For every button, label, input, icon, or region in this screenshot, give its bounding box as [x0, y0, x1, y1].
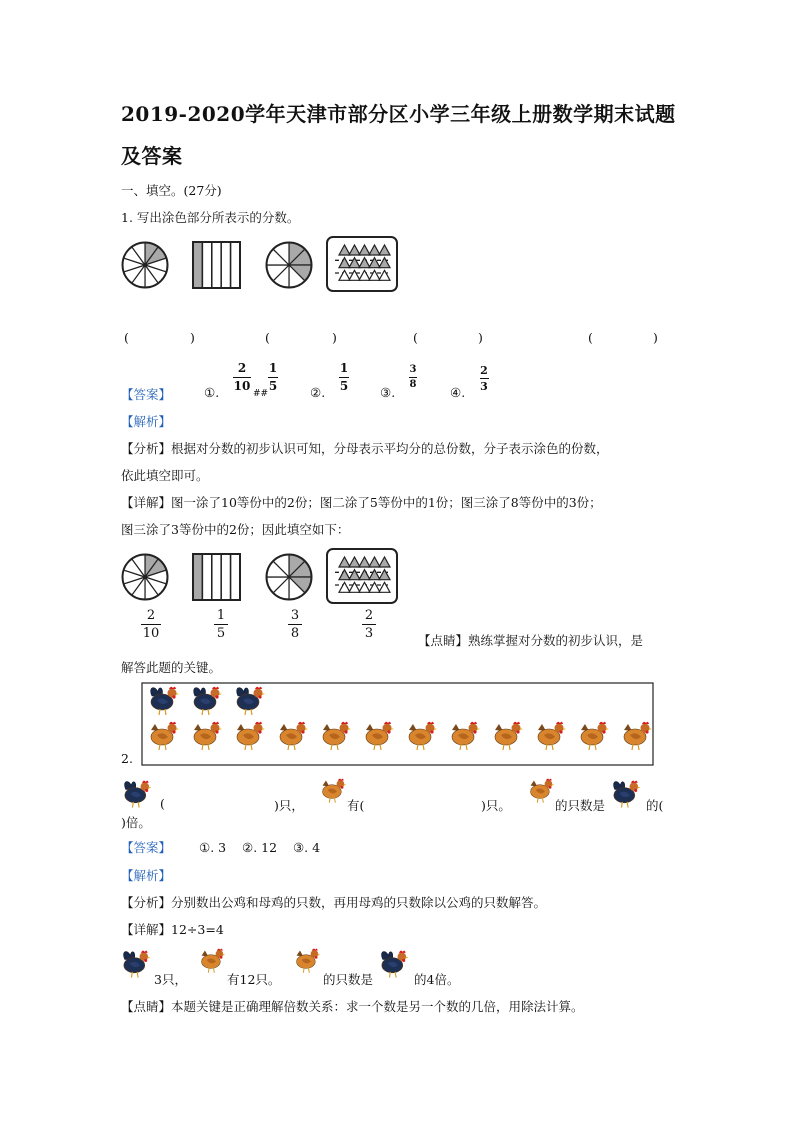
- q2-dianjing: [121, 997, 584, 1015]
- chicken-wattle: [634, 789, 637, 792]
- chicken-wattle: [258, 695, 261, 698]
- q1-xiangjie-cont: 图三涂了3等份中的2份；因此填空如下：: [121, 522, 350, 537]
- chicken-beak: [149, 787, 152, 789]
- chicken-wattle: [172, 695, 175, 698]
- q2-xiangjie-text: 12÷3=4: [171, 922, 224, 937]
- chicken-beak: [552, 784, 555, 786]
- chicken-beak: [638, 787, 641, 789]
- chicken-wattle: [516, 730, 519, 733]
- blank-close-1: ): [190, 330, 195, 345]
- q2-analysis-label: 【解析】: [121, 868, 172, 883]
- xiangjie-label: 【详解】: [121, 495, 172, 510]
- hen-icon: [297, 949, 321, 973]
- chicken-beak: [406, 957, 409, 959]
- hen-icon: [323, 779, 347, 803]
- chicken-wattle: [172, 730, 175, 733]
- chicken-comb: [312, 949, 318, 951]
- chicken-leg: [138, 802, 139, 808]
- fraction-1: 2 10: [142, 608, 160, 641]
- q2-result-1: 3只，: [154, 972, 187, 987]
- rooster-icon: [382, 951, 409, 978]
- fraction-2: 1 5: [207, 607, 235, 642]
- fraction-4: 2 3: [355, 607, 383, 642]
- q2-number: 2.: [121, 751, 133, 766]
- q2-dianjing-label: 【点睛】: [121, 999, 172, 1014]
- q2-text-2: 有(: [347, 798, 365, 813]
- q2-xiangjie: [121, 920, 224, 938]
- q2-fenxi-label: 【分析】: [121, 895, 172, 910]
- section-heading: 一、填空。(27分): [121, 183, 222, 198]
- rooster-icon: [614, 781, 641, 808]
- page-title: 2019-2020学年天津市部分区小学三年级上册数学期末试题: [121, 102, 676, 126]
- chicken-leg: [213, 968, 214, 973]
- chicken-comb: [546, 779, 552, 781]
- q1-fenxi-cont: 依此填空即可。: [121, 468, 209, 483]
- chicken-wattle: [301, 730, 304, 733]
- q2-text-4: 的只数是: [555, 798, 606, 813]
- q1-answer-frac-1b: 1 5: [268, 361, 278, 393]
- page-title-cont: 及答案: [121, 144, 183, 168]
- q2-fenxi-text: 分别数出公鸡和母鸡的只数，再用母鸡的只数除以公鸡的只数解答。: [171, 895, 547, 910]
- xiangjie-text: 图一涂了10等份中的2份；图二涂了5等份中的1份；图三涂了8等份中的3份；: [171, 495, 602, 510]
- fenxi-label: 【分析】: [121, 441, 172, 456]
- q2-answer-row: [121, 838, 320, 856]
- chicken-leg: [308, 968, 309, 973]
- chicken-wattle: [215, 695, 218, 698]
- chicken-wattle: [645, 730, 648, 733]
- q2-answers: ①. 3 ②. 12 ③. 4: [199, 840, 321, 855]
- q2-text-5: 的(: [646, 798, 664, 813]
- blank-open-1: (: [124, 330, 129, 345]
- chicken-leg: [395, 972, 396, 978]
- q1-analysis-label: 【解析】: [121, 414, 172, 429]
- q1-answer-frac-4: 2 3: [480, 364, 488, 393]
- chicken-leg: [627, 802, 628, 808]
- q2-answer-label: 【答案】: [121, 840, 172, 855]
- q2-blank-open-1: (: [160, 796, 165, 811]
- chicken-wattle: [430, 730, 433, 733]
- q2-fenxi: [121, 893, 546, 911]
- chicken-wattle: [402, 959, 405, 962]
- blank-open-4: (: [588, 330, 593, 345]
- hen-icon: [202, 949, 226, 973]
- dianjing-text: 熟练掌握对分数的初步认识，是: [468, 633, 644, 648]
- chicken-beak: [318, 954, 321, 956]
- chicken-wattle: [559, 730, 562, 733]
- q1-answer-marker-1: ①.: [204, 385, 220, 400]
- q1-answer-sep: ##: [253, 389, 269, 399]
- chicken-wattle: [473, 730, 476, 733]
- chicken-wattle: [215, 730, 218, 733]
- q1-answer-marker-2: ②.: [310, 385, 326, 400]
- fenxi-text: 根据对分数的初步认识可知，分母表示平均分的总份数，分子表示涂色的份数，: [171, 441, 609, 456]
- chicken-comb: [141, 951, 148, 953]
- blank-open-2: (: [265, 330, 270, 345]
- chicken-wattle: [220, 956, 223, 959]
- chicken-beak: [148, 957, 151, 959]
- q1-answer-frac-2: 1 5: [339, 361, 349, 393]
- blank-close-3: ): [478, 330, 483, 345]
- blank-open-3: (: [413, 330, 418, 345]
- blank-close-2: ): [332, 330, 337, 345]
- chicken-wattle: [549, 786, 552, 789]
- chicken-wattle: [145, 789, 148, 792]
- chicken-wattle: [315, 956, 318, 959]
- q2-xiangjie-label: 【详解】: [121, 922, 172, 937]
- chicken-wattle: [144, 959, 147, 962]
- q1-answer-marker-3: ③.: [380, 385, 396, 400]
- chicken-leg: [542, 798, 543, 803]
- q1-answer-marker-4: ④.: [450, 385, 466, 400]
- chicken-wattle: [387, 730, 390, 733]
- fraction-3: 3 8: [281, 607, 309, 642]
- dianjing-label: 【点睛】: [418, 633, 469, 648]
- chicken-leg: [334, 798, 335, 803]
- chicken-leg: [137, 972, 138, 978]
- chicken-wattle: [341, 786, 344, 789]
- q2-text-1: )只，: [274, 798, 304, 813]
- chicken-comb: [217, 949, 223, 951]
- q2-result-3: 的只数是: [323, 972, 374, 987]
- chicken-wattle: [602, 730, 605, 733]
- chicken-wattle: [344, 730, 347, 733]
- chicken-comb: [631, 781, 638, 783]
- q2-result-2: 有12只。: [227, 972, 281, 987]
- blank-close-4: ): [653, 330, 658, 345]
- rooster-icon: [125, 781, 152, 808]
- q2-text-3: )只。: [481, 798, 511, 813]
- chicken-comb: [338, 779, 344, 781]
- rooster-icon: [124, 951, 151, 978]
- hen-icon: [531, 779, 555, 803]
- q1-dianjing-cont: 解答此题的关键。: [121, 660, 222, 675]
- q1-answer-label: 【答案】: [121, 387, 172, 402]
- q2-result-4: 的4倍。: [414, 972, 460, 987]
- q1-prompt: 1. 写出涂色部分所表示的分数。: [121, 210, 300, 225]
- chicken-beak: [223, 954, 226, 956]
- q1-answer-frac-1: 2 10: [233, 361, 251, 393]
- chicken-comb: [142, 781, 149, 783]
- chicken-wattle: [258, 730, 261, 733]
- chicken-beak: [344, 784, 347, 786]
- q2-text-6: )倍。: [121, 815, 151, 830]
- q1-answer-frac-3: 3 8: [409, 364, 417, 390]
- chicken-comb: [399, 951, 406, 953]
- q2-dianjing-text: 本题关键是正确理解倍数关系：求一个数是另一个数的几倍，用除法计算。: [171, 999, 584, 1014]
